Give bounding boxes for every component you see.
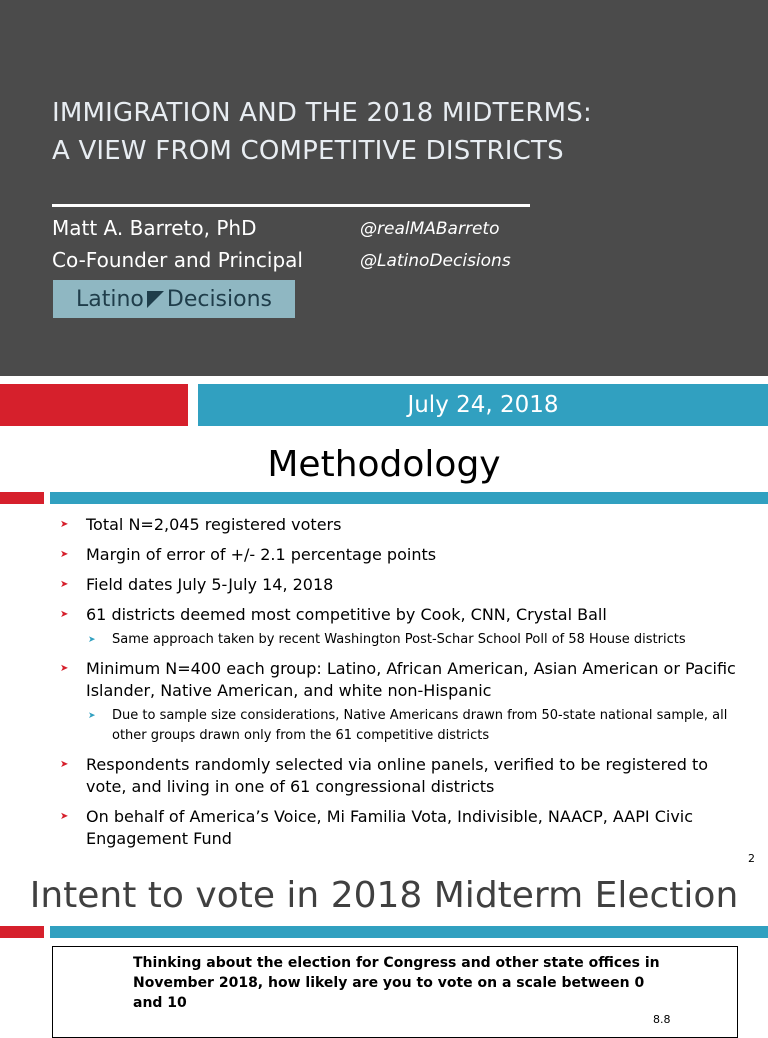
methodology-list (60, 514, 740, 858)
twitter-handle-personal: @realMABarreto (360, 219, 500, 239)
presentation-title (52, 94, 592, 170)
title-slide (0, 0, 768, 376)
data-label: 8.8 (653, 1013, 671, 1026)
presenter-name: Matt A. Barreto, PhD (52, 216, 257, 240)
logo-text-right: Decisions (166, 286, 272, 312)
intent-to-vote-title: Intent to vote in 2018 Midterm Election (29, 875, 739, 916)
logo-mark-icon (147, 291, 164, 308)
presenter-role: Co-Founder and Principal (52, 248, 303, 272)
latino-decisions-logo (53, 280, 295, 318)
date-bar (198, 384, 768, 426)
sub-bullet-item: ➤ Due to sample size considerations, Native Americans drawn from 50-state national sample, all other groups drawn only from the 61 competitive districts (88, 706, 740, 746)
title-line-2: A VIEW FROM COMPETITIVE DISTRICTS (52, 136, 564, 166)
bullet-item: ➤ 61 districts deemed most competitive by Cook, CNN, Crystal Ball (60, 604, 740, 626)
logo-text-left: Latino (75, 286, 144, 312)
bullet-item: ➤ Minimum N=400 each group: Latino, African American, Asian American or Pacific Islander, Native American, and white non-Hispanic (60, 658, 740, 702)
bullet-item: ➤ On behalf of America’s Voice, Mi Familia Vota, Indivisible, NAACP, AAPI Civic Engagement Fund (60, 806, 740, 850)
survey-question: Thinking about the election for Congress and other state offices in November 2018, how likely are you to vote on a scale between 0 and 10 (133, 955, 660, 1011)
title-line-1: IMMIGRATION AND THE 2018 MIDTERMS: (52, 98, 592, 128)
presentation-date: July 24, 2018 (407, 392, 559, 418)
bullet-item: ➤ Respondents randomly selected via online panels, verified to be registered to vote, and living in one of 61 congressional districts (60, 754, 740, 798)
title-divider (52, 204, 530, 207)
bullet-item: ➤ Field dates July 5-July 14, 2018 (60, 574, 740, 596)
sub-bullet-item: ➤ Same approach taken by recent Washington Post-Schar School Poll of 58 House districts (88, 630, 740, 650)
accent-bar-red (0, 492, 44, 504)
accent-bar-blue (50, 492, 768, 504)
accent-bar-blue (50, 926, 768, 938)
accent-bar-red (0, 384, 188, 426)
bullet-item: ➤ Total N=2,045 registered voters (60, 514, 740, 536)
methodology-title: Methodology (267, 444, 501, 485)
accent-bar-red (0, 926, 44, 938)
chart-frame (52, 946, 738, 1038)
bullet-item: ➤ Margin of error of +/- 2.1 percentage points (60, 544, 740, 566)
page-number: 2 (748, 852, 755, 865)
twitter-handle-org: @LatinoDecisions (360, 251, 511, 271)
